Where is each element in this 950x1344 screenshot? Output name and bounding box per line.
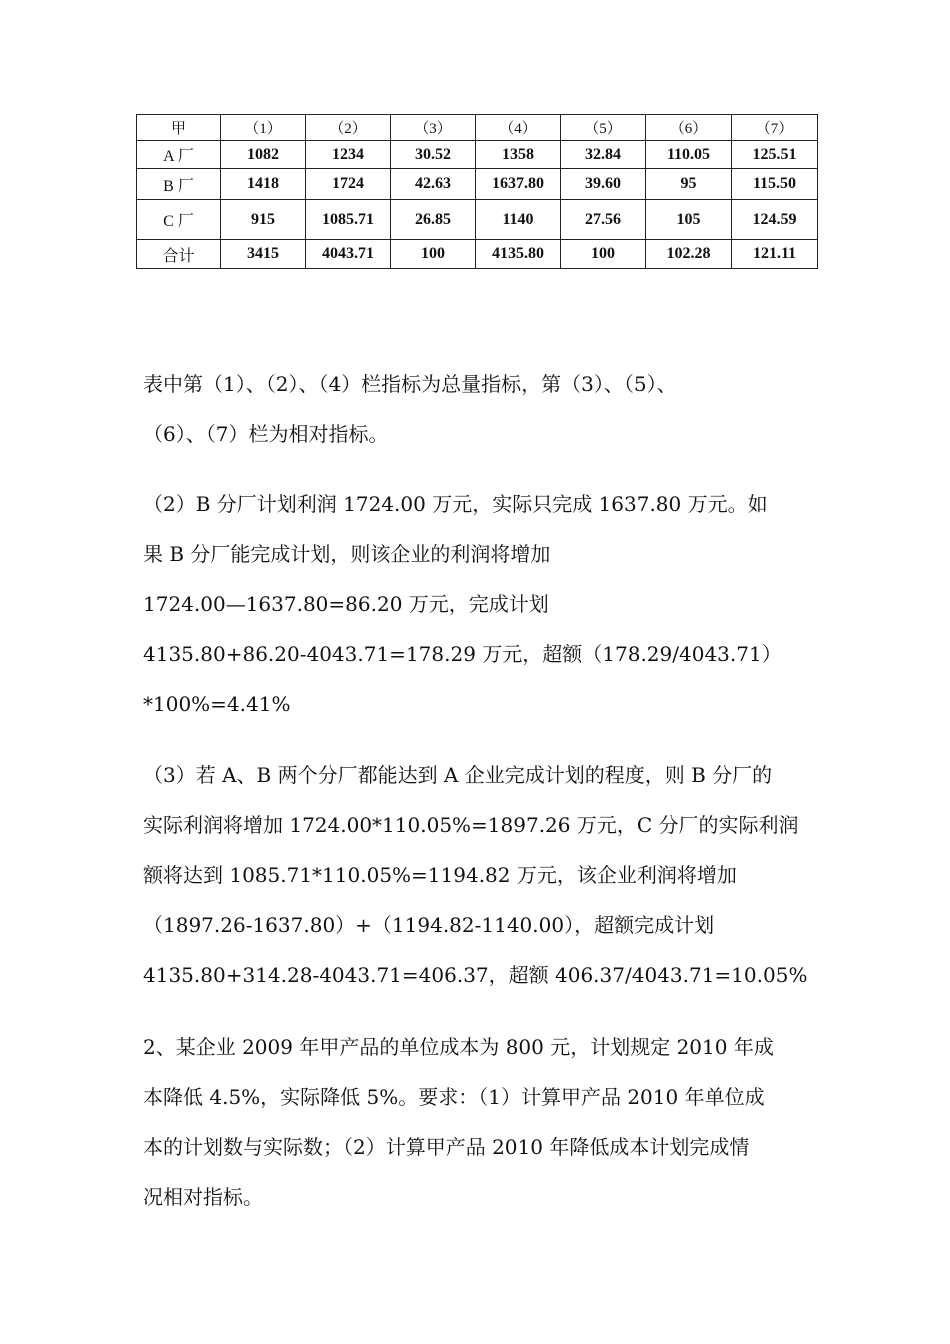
table-cell: 4135.80 [476, 240, 561, 269]
table-cell: 42.63 [391, 169, 476, 200]
table-row [137, 141, 818, 169]
header-cell: （7） [732, 115, 818, 141]
text-line: 果 B 分厂能完成计划，则该企业的利润将增加 [143, 542, 551, 566]
table-cell: 1637.80 [476, 169, 561, 200]
table-row [137, 200, 818, 240]
table-header-row [137, 115, 818, 141]
row-label: A 厂 [137, 141, 221, 169]
header-cell: （1） [221, 115, 306, 141]
table-cell: 95 [646, 169, 732, 200]
table-total-row [137, 240, 818, 269]
text-line: 1724.00—1637.80=86.20 万元，完成计划 [143, 592, 549, 616]
header-cell: （6） [646, 115, 732, 141]
text-line: 4135.80+86.20-4043.71=178.29 万元，超额（178.29/4043.71） [143, 642, 782, 666]
table-cell: 1724 [306, 169, 391, 200]
text-line: *100%=4.41% [143, 692, 291, 716]
table-row [137, 169, 818, 200]
text-line: （3）若 A、B 两个分厂都能达到 A 企业完成计划的程度，则 B 分厂的 [143, 763, 773, 787]
text-line: 本降低 4.5%，实际降低 5%。要求：（1）计算甲产品 2010 年单位成 [143, 1085, 765, 1109]
table-cell: 32.84 [561, 141, 646, 169]
table-cell: 102.28 [646, 240, 732, 269]
table-cell: 121.11 [732, 240, 818, 269]
header-cell: （4） [476, 115, 561, 141]
text-line: 额将达到 1085.71*110.05%=1194.82 万元，该企业利润将增加 [143, 863, 737, 887]
table-cell: 1082 [221, 141, 306, 169]
table-cell: 1085.71 [306, 200, 391, 240]
text-line: 4135.80+314.28-4043.71=406.37，超额 406.37/4043.71=10.05% [143, 963, 808, 987]
table-cell: 110.05 [646, 141, 732, 169]
row-label: B 厂 [137, 169, 221, 200]
table-cell: 39.60 [561, 169, 646, 200]
header-cell: （3） [391, 115, 476, 141]
table-cell: 115.50 [732, 169, 818, 200]
text-line: （6）、（7）栏为相对指标。 [143, 422, 389, 446]
table-cell: 1234 [306, 141, 391, 169]
text-line: 本的计划数与实际数；（2）计算甲产品 2010 年降低成本计划完成情 [143, 1135, 750, 1159]
table-cell: 30.52 [391, 141, 476, 169]
table-cell: 105 [646, 200, 732, 240]
table-cell: 100 [561, 240, 646, 269]
text-line: 况相对指标。 [143, 1185, 263, 1209]
table-cell: 100 [391, 240, 476, 269]
table-cell: 3415 [221, 240, 306, 269]
row-label: 合计 [137, 240, 221, 269]
table-cell: 1418 [221, 169, 306, 200]
text-line: 2、某企业 2009 年甲产品的单位成本为 800 元，计划规定 2010 年成 [143, 1035, 774, 1059]
text-line: 实际利润将增加 1724.00*110.05%=1897.26 万元，C 分厂的实际利润 [143, 813, 799, 837]
table-cell: 1140 [476, 200, 561, 240]
header-cell: （2） [306, 115, 391, 141]
text-line: 表中第（1）、（2）、（4）栏指标为总量指标，第（3）、（5）、 [143, 372, 677, 396]
table-cell: 26.85 [391, 200, 476, 240]
table-cell: 27.56 [561, 200, 646, 240]
header-cell: （5） [561, 115, 646, 141]
row-label: C 厂 [137, 200, 221, 240]
table-cell: 125.51 [732, 141, 818, 169]
header-cell: 甲 [137, 115, 221, 141]
table-cell: 4043.71 [306, 240, 391, 269]
text-line: （1897.26-1637.80）+（1194.82-1140.00），超额完成计划 [143, 913, 715, 937]
text-line: （2）B 分厂计划利润 1724.00 万元，实际只完成 1637.80 万元。如 [143, 492, 768, 516]
table-cell: 124.59 [732, 200, 818, 240]
table-cell: 1358 [476, 141, 561, 169]
data-table [136, 114, 818, 269]
table-cell: 915 [221, 200, 306, 240]
